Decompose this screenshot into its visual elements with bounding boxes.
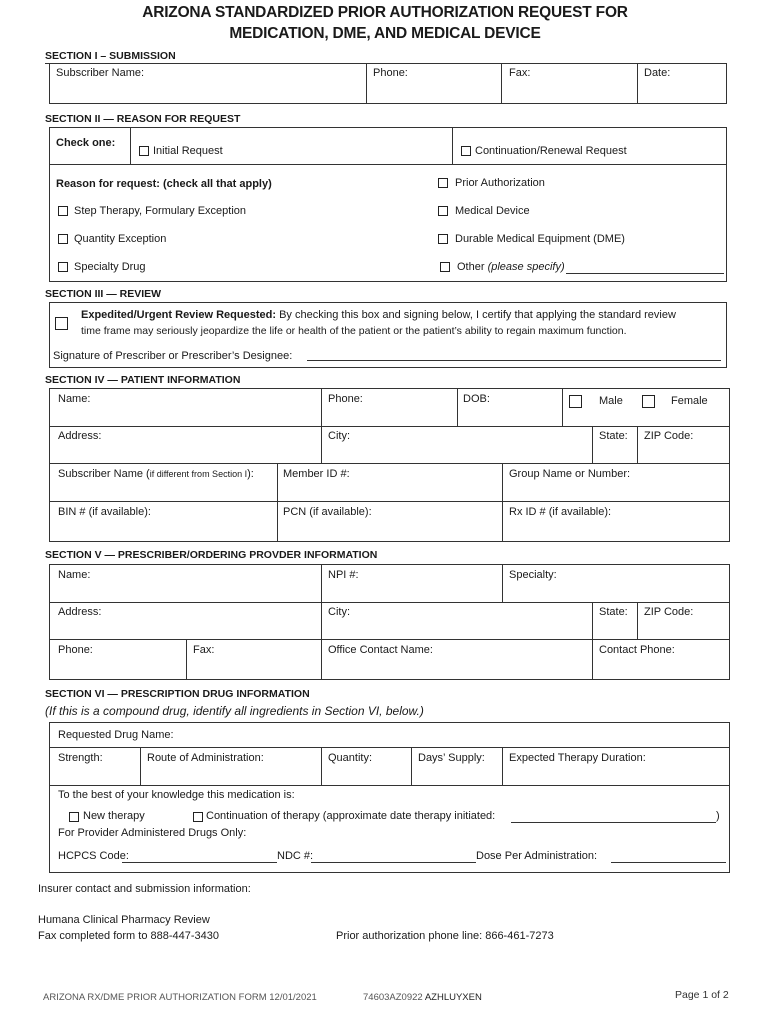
section6-bottom-border (49, 872, 730, 873)
section5-divider-1 (321, 564, 322, 680)
hcpcs-label: HCPCS Code: (58, 850, 129, 862)
new-therapy-checkbox[interactable] (69, 812, 79, 822)
section1-divider-1 (366, 63, 367, 104)
dose-per-admin-input[interactable] (611, 862, 726, 863)
strength-field[interactable]: Strength: (58, 752, 103, 764)
section1-bottom-border (49, 103, 727, 104)
initial-request-label: Initial Request (153, 145, 223, 157)
footer-code-a: 74603AZ0922 (363, 992, 423, 1003)
continuation-therapy-checkbox[interactable] (193, 812, 203, 822)
section4-row2-divider-3 (637, 426, 638, 464)
check-one-label: Check one: (56, 137, 116, 149)
section4-lower-divider-1 (277, 463, 278, 542)
male-label: Male (599, 395, 623, 407)
section1-right-border (726, 63, 727, 104)
section6-row-border-1 (49, 747, 730, 748)
footer-code-b: AZHLUYXEN (424, 992, 482, 1003)
therapy-duration-field[interactable]: Expected Therapy Duration: (509, 752, 646, 764)
specialty-field[interactable]: Specialty: (509, 569, 557, 581)
step-therapy-label: Step Therapy, Formulary Exception (74, 205, 247, 217)
section2-right-border (726, 127, 727, 282)
section4-row-border-2 (49, 463, 730, 464)
quantity-exception-label: Quantity Exception (74, 233, 167, 245)
rx-id-field[interactable]: Rx ID # (if available): (509, 506, 612, 518)
section4-row1-divider-2 (457, 388, 458, 426)
section4-heading: SECTION IV — PATIENT INFORMATION (45, 374, 241, 386)
prescriber-phone-field[interactable]: Phone: (58, 644, 93, 656)
subscriber-name-text-a: Subscriber Name ( (58, 468, 150, 480)
subscriber-name-text-c: ): (247, 468, 254, 480)
signature-label: Signature of Prescriber or Prescriber’s Designee: (53, 350, 293, 362)
patient-city-field[interactable]: City: (328, 430, 350, 442)
section4-row1-divider-3 (562, 388, 563, 426)
prescriber-name-field[interactable]: Name: (58, 569, 91, 581)
expedited-review-text-line1 (81, 309, 676, 321)
section6-left-border (49, 722, 50, 873)
female-checkbox[interactable] (642, 395, 655, 408)
section1-divider-3 (637, 63, 638, 104)
section5-left-border (49, 564, 50, 680)
specialty-drug-checkbox[interactable] (58, 262, 68, 272)
section6-top-border (49, 722, 730, 723)
prescriber-zip-field[interactable]: ZIP Code: (644, 606, 694, 618)
other-checkbox[interactable] (440, 262, 450, 272)
dme-label: Durable Medical Equipment (DME) (455, 233, 625, 245)
section5-right-border (729, 564, 730, 680)
section4-bottom-border (49, 541, 730, 542)
section2-divider-1 (130, 127, 131, 165)
insurer-fax-line: Fax completed form to 888-447-3430 (38, 930, 219, 942)
route-of-administration-field[interactable]: Route of Administration: (147, 752, 264, 764)
insurer-org: Humana Clinical Pharmacy Review (38, 914, 210, 926)
medical-device-label: Medical Device (455, 205, 530, 217)
other-label (457, 261, 565, 273)
insurer-contact-label: Insurer contact and submission information: (38, 883, 251, 895)
expedited-review-checkbox[interactable] (55, 317, 68, 330)
section4-left-border (49, 388, 50, 542)
section6-divider-1 (140, 747, 141, 786)
section5-row-border-1 (49, 602, 730, 603)
subscriber-phone-field[interactable]: Phone: (373, 67, 408, 79)
submission-date-field[interactable]: Date: (644, 67, 671, 79)
subscriber-name-field[interactable]: Subscriber Name: (56, 67, 145, 79)
patient-phone-field[interactable]: Phone: (328, 393, 363, 405)
footer-code (363, 992, 482, 1003)
knowledge-label: To the best of your knowledge this medication is: (58, 789, 295, 801)
prescriber-address-field[interactable]: Address: (58, 606, 102, 618)
requested-drug-name-field[interactable]: Requested Drug Name: (58, 729, 174, 741)
section5-row2-divider (637, 602, 638, 640)
compound-drug-note: (If this is a compound drug, identify all ingredients in Section VI, below.) (45, 704, 424, 718)
section4-row2-divider-1 (321, 426, 322, 464)
section6-divider-4 (502, 747, 503, 786)
continuation-renewal-checkbox[interactable] (461, 146, 471, 156)
quantity-field[interactable]: Quantity: (328, 752, 373, 764)
subscriber-fax-field[interactable]: Fax: (509, 67, 531, 79)
prescriber-fax-field[interactable]: Fax: (193, 644, 215, 656)
section6-divider-3 (411, 747, 412, 786)
days-supply-field[interactable]: Days’ Supply: (418, 752, 485, 764)
patient-name-field[interactable]: Name: (58, 393, 91, 405)
form-title-line2: MEDICATION, DME, AND MEDICAL DEVICE (229, 25, 541, 42)
section5-row3-divider (186, 639, 187, 680)
dme-checkbox[interactable] (438, 234, 448, 244)
step-therapy-checkbox[interactable] (58, 206, 68, 216)
patient-subscriber-name-field[interactable] (58, 468, 254, 480)
prescriber-city-field[interactable]: City: (328, 606, 350, 618)
please-specify-text: (please specify) (487, 261, 565, 273)
ndc-input[interactable] (311, 862, 476, 863)
pcn-field[interactable]: PCN (if available): (283, 506, 372, 518)
section4-right-border (729, 388, 730, 542)
section5-top-border (49, 564, 730, 565)
section2-mid-border (49, 164, 727, 165)
continuation-renewal-label: Continuation/Renewal Request (475, 145, 627, 157)
section3-heading: SECTION III — REVIEW (45, 288, 162, 300)
prescriber-state-field[interactable]: State: (599, 606, 628, 618)
section2-heading: SECTION II — REASON FOR REQUEST (45, 113, 241, 125)
section5-divider-2 (592, 602, 593, 680)
patient-zip-field[interactable]: ZIP Code: (644, 430, 694, 442)
signature-input[interactable] (307, 360, 721, 361)
hcpcs-input[interactable] (122, 862, 277, 863)
expedited-review-text-line2: time frame may seriously jeopardize the life or health of the patient or the patient’s ability to regain maximum function. (81, 325, 627, 337)
footer-form-name: ARIZONA RX/DME PRIOR AUTHORIZATION FORM 12/01/2021 (43, 992, 317, 1003)
contact-phone-field[interactable]: Contact Phone: (599, 644, 675, 656)
npi-field[interactable]: NPI #: (328, 569, 359, 581)
member-id-field[interactable]: Member ID #: (283, 468, 350, 480)
medical-device-checkbox[interactable] (438, 206, 448, 216)
section5-row1-divider (502, 564, 503, 602)
section4-row1-divider-1 (321, 388, 322, 426)
section5-bottom-border (49, 679, 730, 680)
prior-authorization-checkbox[interactable] (438, 178, 448, 188)
section6-divider-2 (321, 747, 322, 786)
prior-authorization-label: Prior Authorization (455, 177, 545, 189)
specialty-drug-label: Specialty Drug (74, 261, 146, 273)
patient-state-field[interactable]: State: (599, 430, 628, 442)
male-checkbox[interactable] (569, 395, 582, 408)
section1-divider-2 (501, 63, 502, 104)
section6-right-border (729, 722, 730, 873)
continuation-therapy-label: Continuation of therapy (approximate date therapy initiated: (206, 810, 496, 822)
bin-field[interactable]: BIN # (if available): (58, 506, 151, 518)
section3-left-border (49, 302, 50, 368)
patient-address-field[interactable]: Address: (58, 430, 102, 442)
subscriber-name-text-b: if different from Section I (149, 469, 248, 479)
other-specify-input[interactable] (566, 273, 724, 274)
reason-for-request-label: Reason for request: (check all that apply) (56, 178, 272, 190)
office-contact-field[interactable]: Office Contact Name: (328, 644, 433, 656)
section6-heading: SECTION VI — PRESCRIPTION DRUG INFORMATION (45, 688, 310, 700)
provider-administered-label: For Provider Administered Drugs Only: (58, 827, 247, 839)
ndc-label: NDC #: (277, 850, 314, 862)
section4-row2-divider-2 (592, 426, 593, 464)
section1-heading: SECTION I – SUBMISSION (45, 50, 176, 62)
section2-divider-2 (452, 127, 453, 165)
section2-left-border (49, 127, 50, 282)
group-name-field[interactable]: Group Name or Number: (509, 468, 631, 480)
therapy-initiated-date-input[interactable] (511, 822, 716, 823)
section1-top-border (49, 63, 727, 64)
other-text: Other (457, 261, 485, 273)
section5-heading: SECTION V — PRESCRIBER/ORDERING PROVDER INFORMATION (45, 549, 378, 561)
dose-per-admin-label: Dose Per Administration: (476, 850, 598, 862)
section4-row-border-3 (49, 501, 730, 502)
section2-bottom-border (49, 281, 727, 282)
expedited-review-bold: Expedited/Urgent Review Requested: (81, 309, 276, 321)
section4-lower-divider-2 (502, 463, 503, 542)
quantity-exception-checkbox[interactable] (58, 234, 68, 244)
section3-bottom-border (49, 367, 727, 368)
footer-page-number: Page 1 of 2 (675, 989, 729, 1001)
close-paren: ) (716, 810, 720, 822)
patient-dob-field[interactable]: DOB: (463, 393, 490, 405)
section4-top-border (49, 388, 730, 389)
section3-top-border (49, 302, 727, 303)
female-label: Female (671, 395, 708, 407)
form-title-line1: ARIZONA STANDARDIZED PRIOR AUTHORIZATION REQUEST FOR (142, 4, 628, 21)
section5-row-border-2 (49, 639, 730, 640)
section2-top-border (49, 127, 727, 128)
initial-request-checkbox[interactable] (139, 146, 149, 156)
expedited-review-text1: By checking this box and signing below, I certify that applying the standard review (279, 309, 676, 321)
section6-row-border-2 (49, 785, 730, 786)
section3-right-border (726, 302, 727, 368)
insurer-phone-line: Prior authorization phone line: 866-461-7273 (336, 930, 554, 942)
section4-row-border-1 (49, 426, 730, 427)
new-therapy-label: New therapy (83, 810, 145, 822)
section1-left-border (49, 63, 50, 104)
